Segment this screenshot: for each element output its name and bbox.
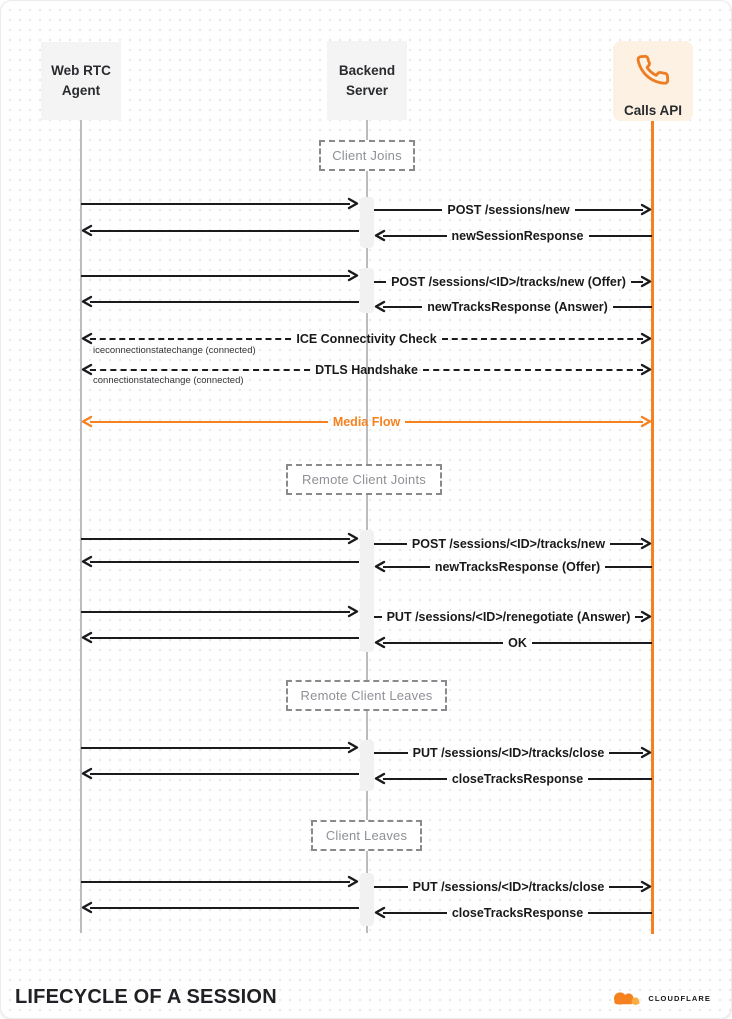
activation-bar [360,530,374,652]
page-title: LIFECYCLE OF A SESSION [15,986,277,1008]
arrow-webrtc-to-backend [81,741,359,754]
phase-label: Client Leaves [325,828,408,843]
arrow-backend-to-calls [374,746,652,759]
event-sublabel: connectionstatechange (connected) [93,375,244,386]
arrow-calls-to-backend [374,300,652,313]
arrow-media-flow [81,415,652,428]
activation-bar [360,197,374,248]
phase-remote-client-leaves [286,680,447,711]
arrowhead-right-icon [640,746,652,759]
arrow-backend-to-webrtc [81,901,359,914]
phase-client-leaves [311,820,422,851]
arrow-backend-to-webrtc [81,224,359,237]
message-label: closeTracksResponse [451,771,584,786]
phase-remote-client-joints [286,464,442,495]
arrow-webrtc-to-backend [81,197,359,210]
arrowhead-left-icon [81,295,93,308]
arrow-calls-to-backend [374,772,652,785]
arrow-calls-to-backend [374,906,652,919]
phase-label: Client Joins [332,148,402,163]
message-label: POST /sessions/new [447,202,570,217]
arrowhead-right-icon [640,332,652,345]
message-label: newTracksResponse (Answer) [427,299,608,314]
arrowhead-left-icon [81,631,93,644]
arrow-backend-to-webrtc [81,555,359,568]
arrowhead-left-icon [81,415,93,428]
arrowhead-right-icon [347,875,359,888]
message-label: POST /sessions/<ID>/tracks/new (Offer) [391,274,626,289]
arrow-backend-to-calls [374,203,652,216]
message-label: newSessionResponse [451,228,584,243]
arrowhead-left-icon [374,560,386,573]
message-label: closeTracksResponse [451,905,584,920]
arrowhead-right-icon [640,537,652,550]
arrowhead-right-icon [347,532,359,545]
event-sublabel: iceconnectionstatechange (connected) [93,345,256,356]
message-label: OK [508,635,527,650]
arrowhead-left-icon [374,772,386,785]
lifeline-calls-api [651,121,654,934]
cloudflare-cloud-icon [607,989,644,1007]
arrow-backend-to-calls [374,610,652,623]
arrow-calls-to-backend [374,560,652,573]
arrowhead-right-icon [640,880,652,893]
arrowhead-right-icon [347,269,359,282]
phase-label: Remote Client Leaves [300,688,433,703]
arrowhead-right-icon [640,203,652,216]
message-label: Media Flow [332,414,401,429]
actor-webrtc-agent [41,42,121,120]
activation-bar [360,873,374,926]
arrow-calls-to-backend [374,229,652,242]
arrowhead-right-icon [640,275,652,288]
arrowhead-left-icon [81,901,93,914]
message-label: PUT /sessions/<ID>/tracks/close [412,879,605,894]
message-label: newTracksResponse (Offer) [434,559,601,574]
message-label: ICE Connectivity Check [296,331,437,346]
message-label: PUT /sessions/<ID>/renegotiate (Answer) [386,609,631,624]
activation-bar [360,740,374,791]
message-label: DTLS Handshake [315,362,418,377]
arrow-calls-to-backend [374,636,652,649]
arrowhead-left-icon [81,332,93,345]
arrow-backend-to-webrtc [81,295,359,308]
arrowhead-left-icon [81,224,93,237]
arrowhead-left-icon [81,363,93,376]
lifeline-webrtc-agent [80,120,82,933]
arrowhead-right-icon [640,610,652,623]
actor-backend-server [327,41,407,120]
actor-label: Web RTC Agent [51,63,111,98]
arrowhead-left-icon [374,229,386,242]
arrow-webrtc-to-backend [81,532,359,545]
arrow-backend-to-webrtc [81,631,359,644]
actor-label: Backend Server [338,62,396,98]
arrowhead-left-icon [374,636,386,649]
arrow-webrtc-to-backend [81,875,359,888]
cloudflare-wordmark: CLOUDFLARE [648,993,711,1003]
arrowhead-right-icon [640,363,652,376]
cloudflare-logo [607,989,711,1007]
arrowhead-left-icon [81,555,93,568]
activation-bar [360,268,374,313]
arrow-backend-to-calls [374,275,652,288]
arrow-backend-to-calls [374,537,652,550]
arrowhead-left-icon [374,906,386,919]
arrowhead-left-icon [81,767,93,780]
actor-label: Calls API [623,102,683,118]
phone-icon [635,52,672,94]
arrowhead-right-icon [347,197,359,210]
arrow-webrtc-to-backend [81,605,359,618]
arrowhead-right-icon [640,415,652,428]
message-label: PUT /sessions/<ID>/tracks/close [412,745,605,760]
arrowhead-right-icon [347,605,359,618]
arrow-backend-to-calls [374,880,652,893]
arrowhead-left-icon [374,300,386,313]
phase-label: Remote Client Joints [302,472,426,487]
phase-client-joins [319,140,415,171]
arrow-webrtc-to-backend [81,269,359,282]
arrow-backend-to-webrtc [81,767,359,780]
arrow-ice-connectivity-check [81,332,652,345]
actor-calls-api [613,41,693,121]
arrowhead-right-icon [347,741,359,754]
message-label: POST /sessions/<ID>/tracks/new [411,536,606,551]
